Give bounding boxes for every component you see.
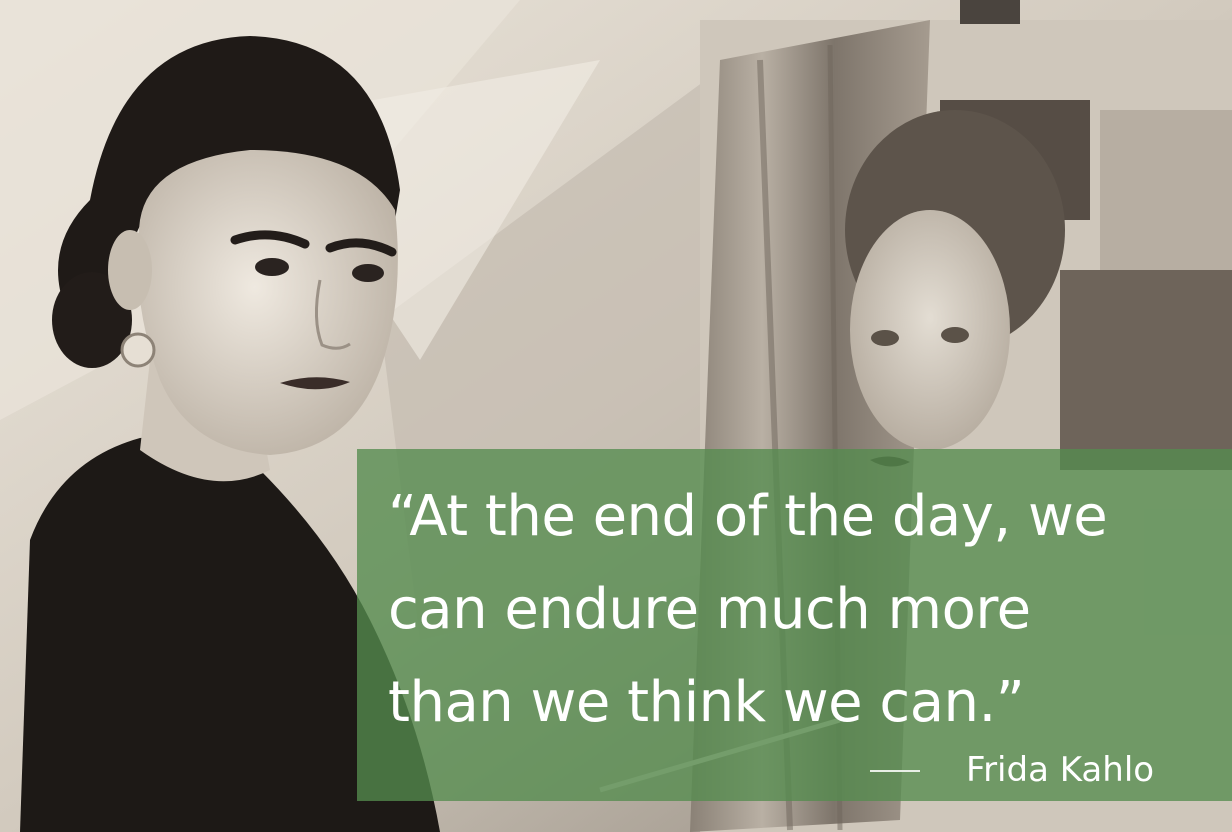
- attribution-dash: [870, 770, 920, 772]
- quote-line: than we think we can.”: [388, 670, 1025, 735]
- quote-text: [388, 470, 1218, 749]
- painted-face: [850, 210, 1010, 450]
- quote-line: “At the end of the day, we: [388, 484, 1108, 549]
- quote-attribution: Frida Kahlo: [966, 750, 1155, 790]
- earring: [122, 334, 154, 366]
- quote-line: can endure much more: [388, 577, 1031, 642]
